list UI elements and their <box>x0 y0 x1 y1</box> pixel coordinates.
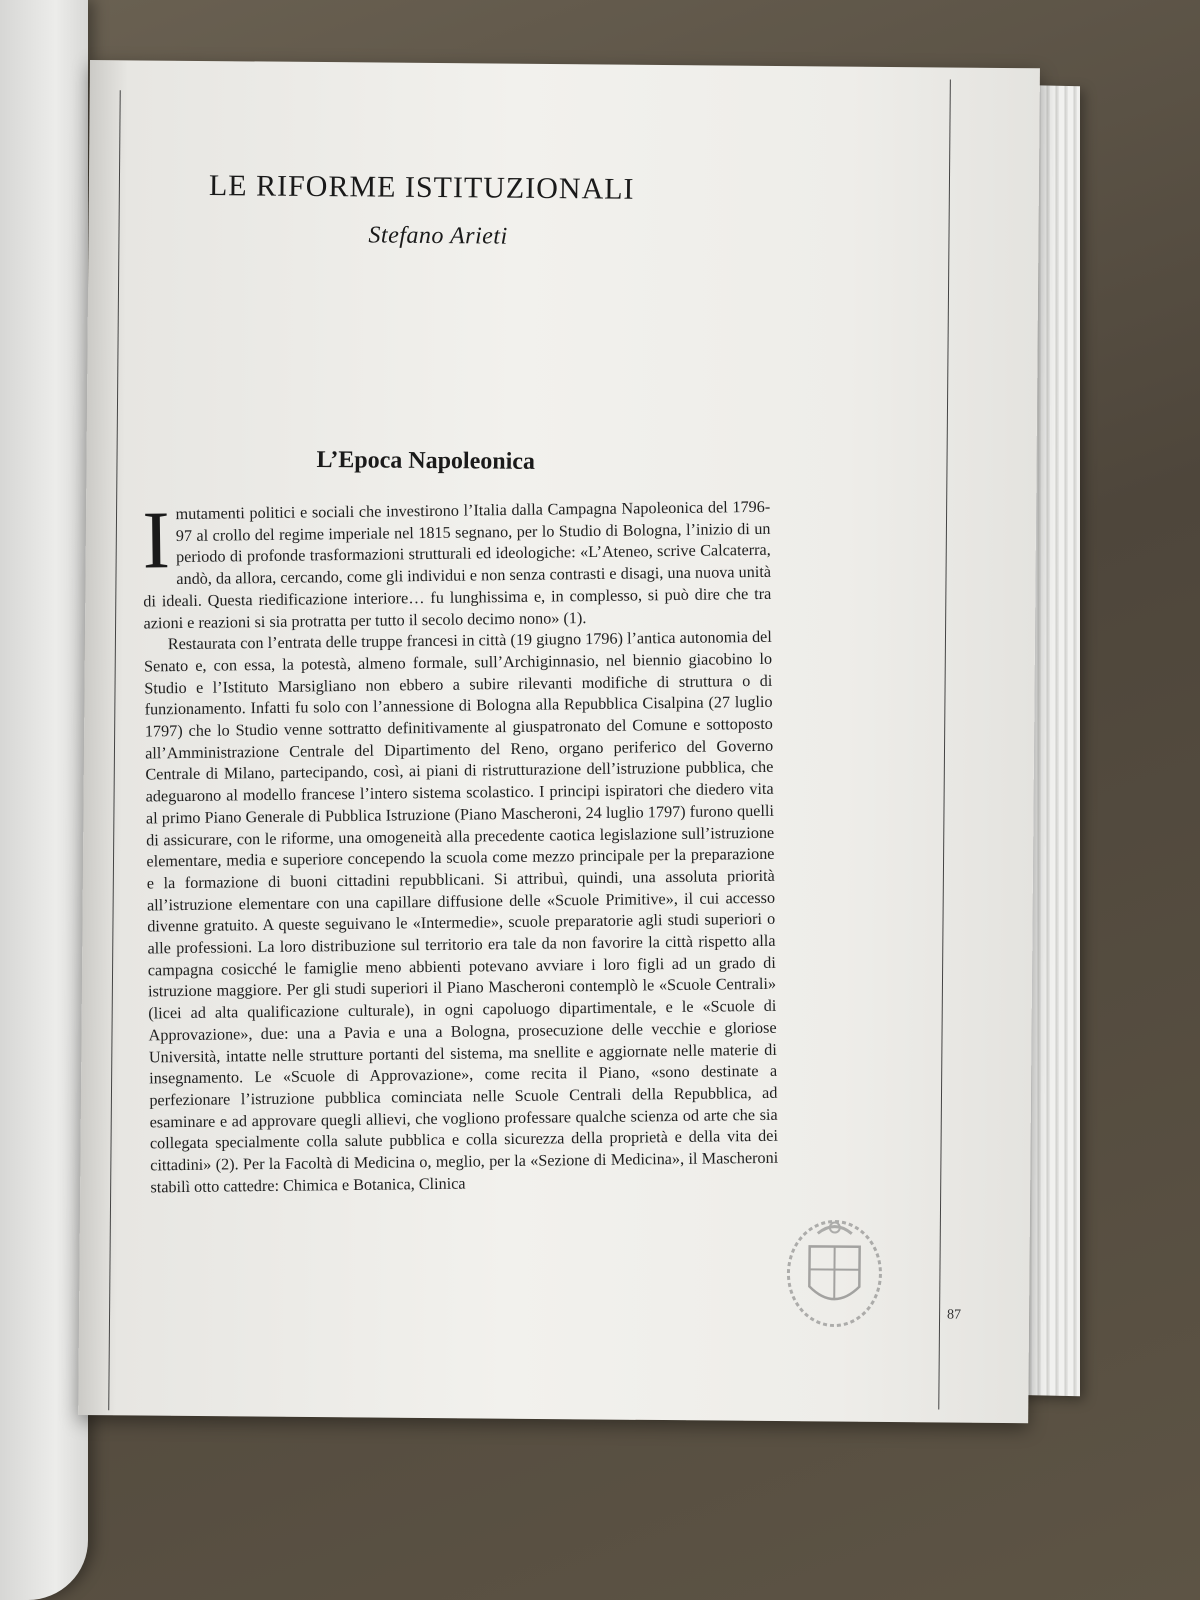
paragraph-2: Restaurata con l’entrata delle truppe francesi in città (19 giugno 1796) l’antica autonomia del Senato e, con essa, la potestà, almeno formale, sull’Archiginnasio, nel biennio giacobino lo Studio e l’Istituto Marsigliano non ebbero a subire rilevanti modifiche di struttura o di funzionamento. Infatti fu solo con l’annessione di Bologna alla Repubblica Cisalpina (27 luglio 1797) che lo Studio venne sottratto definitivamente al giuspatronato del Comune e sottoposto all’Amministrazione Centrale del Dipartimento del Reno, organo periferico del Governo Centrale di Milano, partecipando, così, ai piani di ristrutturazione dell’istruzione pubblica, che adeguarono al modello francese l’intero sistema scolastico. I principi ispiratori che diedero vita al primo Piano Generale di Pubblica Istruzione (Piano Mascheroni, 24 luglio 1797) furono quelli di assicurare, con le riforme, una omogeneità alla precedente caotica legislazione sull’istruzione elementare, media e superiore concependo la scuola come mezzo principale per la preparazione e la formazione di buoni cittadini repubblicani. Si attribuì, quindi, una assoluta priorità all’istruzione elementare con una capillare diffusione delle «Scuole Primitive», il cui accesso divenne gratuito. A queste seguivano le «Intermedie», scuole preparatorie agli studi superiori o alle professioni. La loro distribuzione sul territorio era tale da non favorire la città rispetto alla campagna cosicché le famiglie meno abbienti potevano avviare i loro figli ad un grado di istruzione maggiore. Per gli studi superiori il Piano Mascheroni contemplò le «Scuole Centrali» (licei ad alta qualificazione culturale), in ogni capoluogo dipartimentale, e le «Scuole di Approvazione», due: una a Pavia e una a Bologna, prosecuzione delle vecchie e gloriose Università, intatte nelle strutture portanti del sistema, ma snellite e aggiornate nelle materie di insegnamento. Le «Scuole di Approvazione», come recita il Piano, «sono destinate a perfezionare l’istruzione pubblica cominciata nelle Scuole Centrali della Repubblica, ad esaminare e ad approvare quegli allievi, che vogliono professare qualche scienza od arte che sia collegata specialmente colla salute pubblica e colla sicurezza della proprietà e della vita dei cittadini» (2). Per la Facoltà di Medicina o, meglio, per la «Sezione di Medicina», il Mascheroni stabilì otto cattedre: Chimica e Botanica, Clinica <box>143 628 779 1197</box>
body-text <box>142 494 779 1199</box>
drop-cap: I <box>142 494 171 586</box>
paragraph-1-text: mutamenti politici e sociali che investirono l’Italia dalla Campagna Napoleonica del 1796-97 al crollo del regime imperiale nel 1815 segnano, per lo Studio di Bologna, l’inizio di un periodo di profonde trasformazioni strutturali ed ideologiche: «L’Ateneo, scrive Calcaterra, andò, da allora, cercando, come gli individui e non senza contrasti e disagi, una nuova unità di ideali. Questa riedificazione interiore… fu lunghissima e, in complesso, si può dire che tra azioni e reazioni si sia protratta per tutto il secolo decimo nono» (1). <box>143 497 772 632</box>
chapter-title: LE RIFORME ISTITUZIONALI <box>208 169 635 206</box>
section-heading: L’Epoca Napoleonica <box>316 446 536 475</box>
university-seal-watermark <box>779 1211 890 1332</box>
previous-page-edge <box>0 0 88 1600</box>
paragraph-1 <box>142 494 772 635</box>
right-margin-rule <box>938 80 951 1410</box>
page-number: 87 <box>947 1307 962 1323</box>
author-name: Stefano Arieti <box>368 222 508 250</box>
book-page <box>78 60 1040 1423</box>
left-margin-rule <box>108 90 121 1410</box>
